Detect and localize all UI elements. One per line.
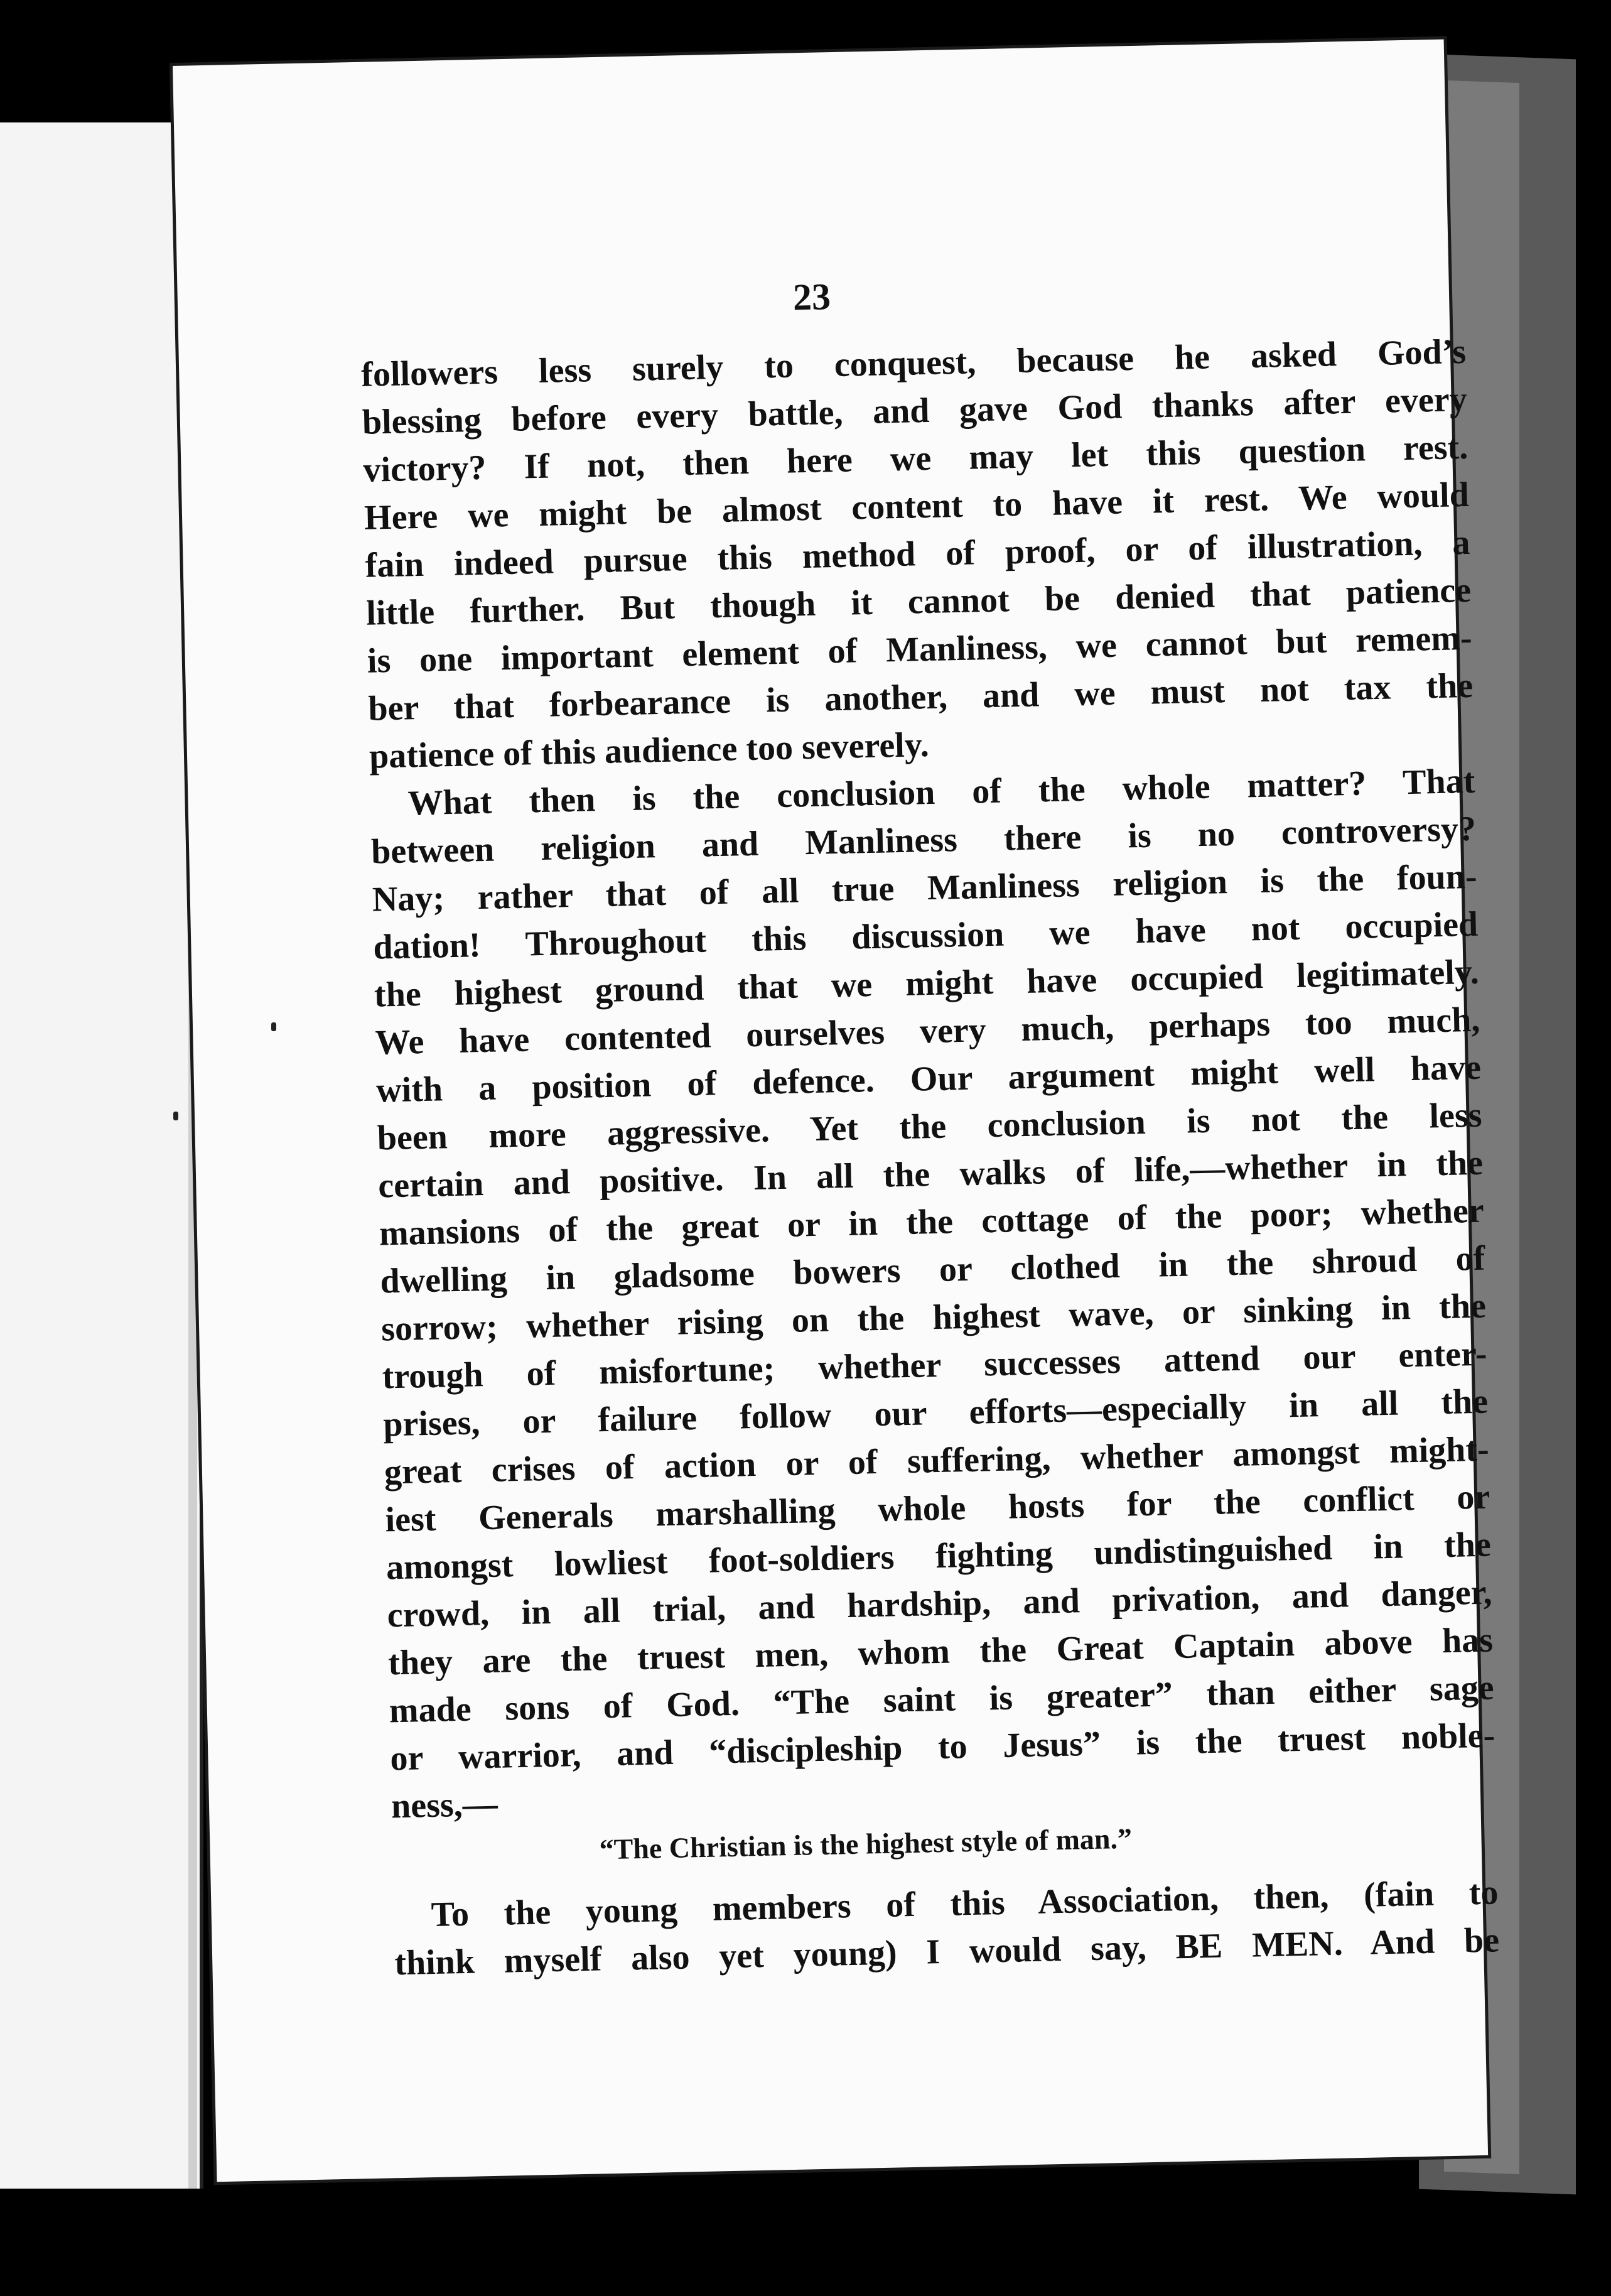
text-line: What then is the conclusion of the whole matter? That [407,761,1475,823]
text-line: dation! Throughout this discussion we have not occupied [372,904,1479,967]
text-line: prises, or failure follow our efforts—especially in all the [382,1382,1489,1444]
text-line: or warrior, and “discipleship to Jesus” is the truest noble- [389,1716,1495,1779]
text-line: trough of misfortune; whether successes attend our enter- [382,1334,1488,1397]
text-line: iest Generals marshalling whole hosts for the conflict or [384,1477,1490,1540]
text-line: crowd, in all trial, and hardship, and privation, and danger, [387,1573,1493,1635]
block-quote: “The Christian is the highest style of man.” [599,1822,1133,1866]
text-line: dwelling in gladsome bowers or clothed in the shroud of [379,1238,1485,1301]
text-line: little further. But though it cannot be denied that patience [365,570,1472,633]
text-line: patience of this audience too severely. [369,725,930,776]
text-line: sorrow; whether rising on the highest wave, or sinking in the [380,1286,1487,1349]
page-number: 23 [792,276,831,318]
text-line: We have contented ourselves very much, perhaps too much, [374,1000,1480,1063]
text-line: ness,— [391,1784,498,1826]
text-line: followers less surely to conquest, because he asked God’s [360,332,1467,394]
text-line: think myself also yet young) I would say, BE MEN. And be [394,1920,1500,1983]
text-line: great crises of action or of suffering, whether amongst might- [384,1429,1490,1492]
text-line: with a position of defence. Our argument might well have [375,1048,1482,1110]
text-line: Here we might be almost content to have it rest. We would [364,475,1470,538]
text-line: between religion and Manliness there is no controversy? [370,809,1477,872]
text-line: ber that forbearance is another, and we must not tax the [367,666,1474,728]
text-line: victory? If not, then here we may let this question rest. [362,427,1468,490]
right-page [173,40,1500,2182]
text-line: To the young members of this Association, then, (fain to [431,1873,1499,1935]
body-text [361,328,1500,1987]
left-page [0,122,203,2189]
text-line: fain indeed pursue this method of proof, or of illustration, a [365,523,1470,585]
text-line: made sons of God. “The saint is greater” than either sage [389,1668,1495,1731]
text-line: certain and positive. In all the walks of life,—whether in the [377,1143,1484,1206]
margin-speck [271,1022,276,1031]
text-line: been more aggressive. Yet the conclusion is not the less [377,1095,1483,1158]
margin-speck [173,1112,178,1120]
text-line: is one important element of Manliness, we cannot but remem- [367,618,1473,681]
text-line: amongst lowliest foot-soldiers fighting undistinguished in the [385,1525,1492,1588]
text-line: blessing before every battle, and gave God thanks after every [362,379,1468,442]
text-line: the highest ground that we might have occupied legitimately. [374,952,1480,1015]
text-line: mansions of the great or in the cottage of the poor; whether [379,1191,1485,1254]
text-line: Nay; rather that of all true Manliness religion is the foun- [372,857,1478,919]
text-line: they are the truest men, whom the Great Captain above has [387,1620,1494,1683]
